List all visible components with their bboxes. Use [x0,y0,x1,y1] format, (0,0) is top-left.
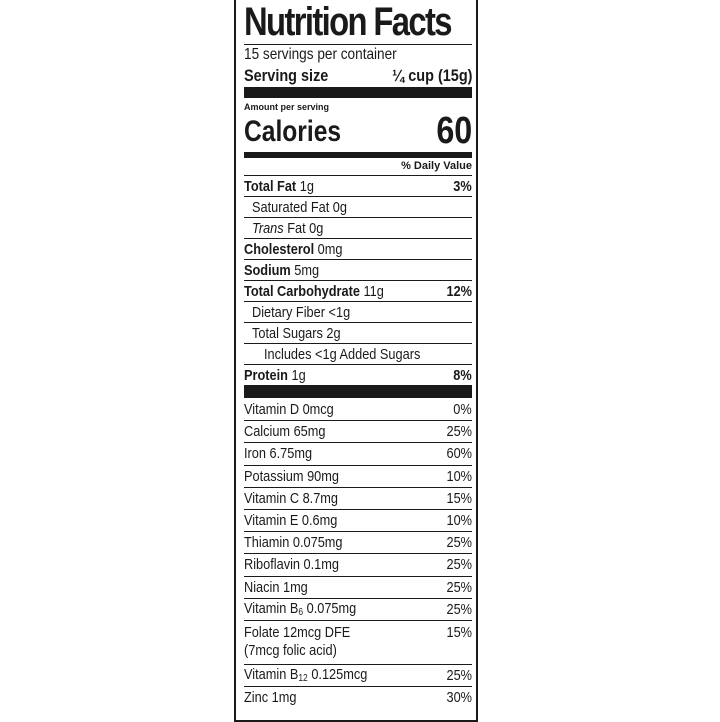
vitamin-dv: 25% [446,556,472,574]
nutrient-name: Protein [244,366,288,384]
vitamin-dv: 25% [446,666,472,684]
serving-size-label: Serving size [244,66,329,85]
vitamin-name: Iron 6.75mg [244,445,313,463]
nutrient-amount: 2g [326,324,341,342]
nutrient-dv: 8% [453,366,472,384]
nutrient-amount: Fat 0g [287,219,324,237]
vitamin-name: Folate 12mcg DFE [244,623,351,641]
vitamin-name: Vitamin B [244,600,299,618]
vitamin-amount: 0.075mg [303,600,357,618]
vitamin-name: Vitamin E 0.6mg [244,512,338,530]
nutrient-dv: 12% [446,282,472,300]
nutrient-amount: 1g [299,177,314,195]
calories-row [244,110,472,152]
nutrient-name: Dietary Fiber [252,303,325,321]
vitamin-dv: 15% [446,623,472,641]
vitamin-dv: 25% [446,600,472,618]
nutrient-row-added-sugars [244,343,472,364]
vitamin-row-folate [244,620,472,664]
nutrient-name: Trans [252,219,284,237]
vitamin-row-iron [244,442,472,464]
nutrient-dv: 3% [453,177,472,195]
nutrient-name: Saturated Fat [252,198,330,216]
nutrient-row-dietary-fiber [244,301,472,322]
nutrient-row-total-carbohydrate [244,280,472,301]
vitamin-name: Niacin 1mg [244,578,308,596]
nutrient-row-sodium [244,259,472,280]
label-title: Nutrition Facts [244,0,451,44]
nutrient-amount: 5mg [294,261,320,279]
vitamin-name: Potassium 90mg [244,467,339,485]
vitamin-dv: 30% [446,689,472,707]
vitamin-row-riboflavin [244,553,472,575]
nutrient-amount: <1g [328,303,351,321]
nutrient-name: Cholesterol [244,240,315,258]
vitamin-name: Vitamin C 8.7mg [244,489,339,507]
vitamin-row-potassium [244,465,472,487]
vitamin-row-vitamin-b6 [244,598,472,620]
nutrient-amount: 0g [332,198,347,216]
vitamin-row-vitamin-e [244,509,472,531]
thick-divider [244,87,472,98]
vitamin-row-thiamin [244,531,472,553]
amount-per-serving: Amount per serving [244,102,330,112]
vitamin-row-vitamin-b12 [244,664,472,686]
vitamin-amount: 0.125mcg [307,666,368,684]
vitamin-row-niacin [244,576,472,598]
nutrition-facts-label [234,0,478,722]
vitamins-divider [244,385,472,398]
vitamin-dv: 25% [446,578,472,596]
serving-size-value: ¼ cup (15g) [391,66,472,85]
vitamin-dv: 15% [446,489,472,507]
calories-label: Calories [244,115,342,148]
serving-size-row [244,65,472,87]
vitamin-name: Vitamin D 0mcg [244,400,334,418]
vitamin-dv: 25% [446,534,472,552]
vitamin-dv: 10% [446,512,472,530]
servings-per-container: 15 servings per container [244,46,397,63]
calories-value: 60 [436,110,472,152]
vitamin-name: Calcium 65mg [244,423,326,441]
nutrient-row-total-sugars [244,322,472,343]
vitamin-subscript: 12 [298,673,308,685]
vitamin-row-calcium [244,420,472,442]
nutrient-row-total-fat [244,175,472,196]
nutrient-name: Total Sugars [252,324,323,342]
nutrient-name: Total Fat [244,177,297,195]
vitamin-row-zinc [244,686,472,708]
vitamin-name: Zinc 1mg [244,689,297,707]
vitamin-row-vitamin-c [244,487,472,509]
nutrient-row-protein [244,364,472,385]
vitamin-name: Vitamin B [244,666,299,684]
nutrient-amount: 1g [291,366,306,384]
nutrient-name: Total Carbohydrate [244,282,360,300]
daily-value-header: % Daily Value [401,160,472,172]
vitamin-name-line2: (7mcg folic acid) [244,641,337,659]
nutrient-name: Includes [264,345,312,363]
vitamin-dv: 25% [446,423,472,441]
vitamin-dv: 0% [453,400,472,418]
nutrient-name: Sodium [244,261,291,279]
vitamin-name: Riboflavin 0.1mg [244,556,339,574]
nutrient-row-trans-fat [244,217,472,238]
vitamins-list [244,398,472,708]
vitamin-dv: 10% [446,467,472,485]
vitamin-subscript: 6 [298,607,304,619]
vitamin-name: Thiamin 0.075mg [244,534,343,552]
nutrient-row-saturated-fat [244,196,472,217]
nutrient-amount: 11g [363,282,384,300]
nutrient-row-cholesterol [244,238,472,259]
vitamin-dv: 60% [446,445,472,463]
nutrient-amount: <1g Added Sugars [315,345,421,363]
vitamin-row-vitamin-d [244,398,472,420]
nutrient-amount: 0mg [317,240,343,258]
